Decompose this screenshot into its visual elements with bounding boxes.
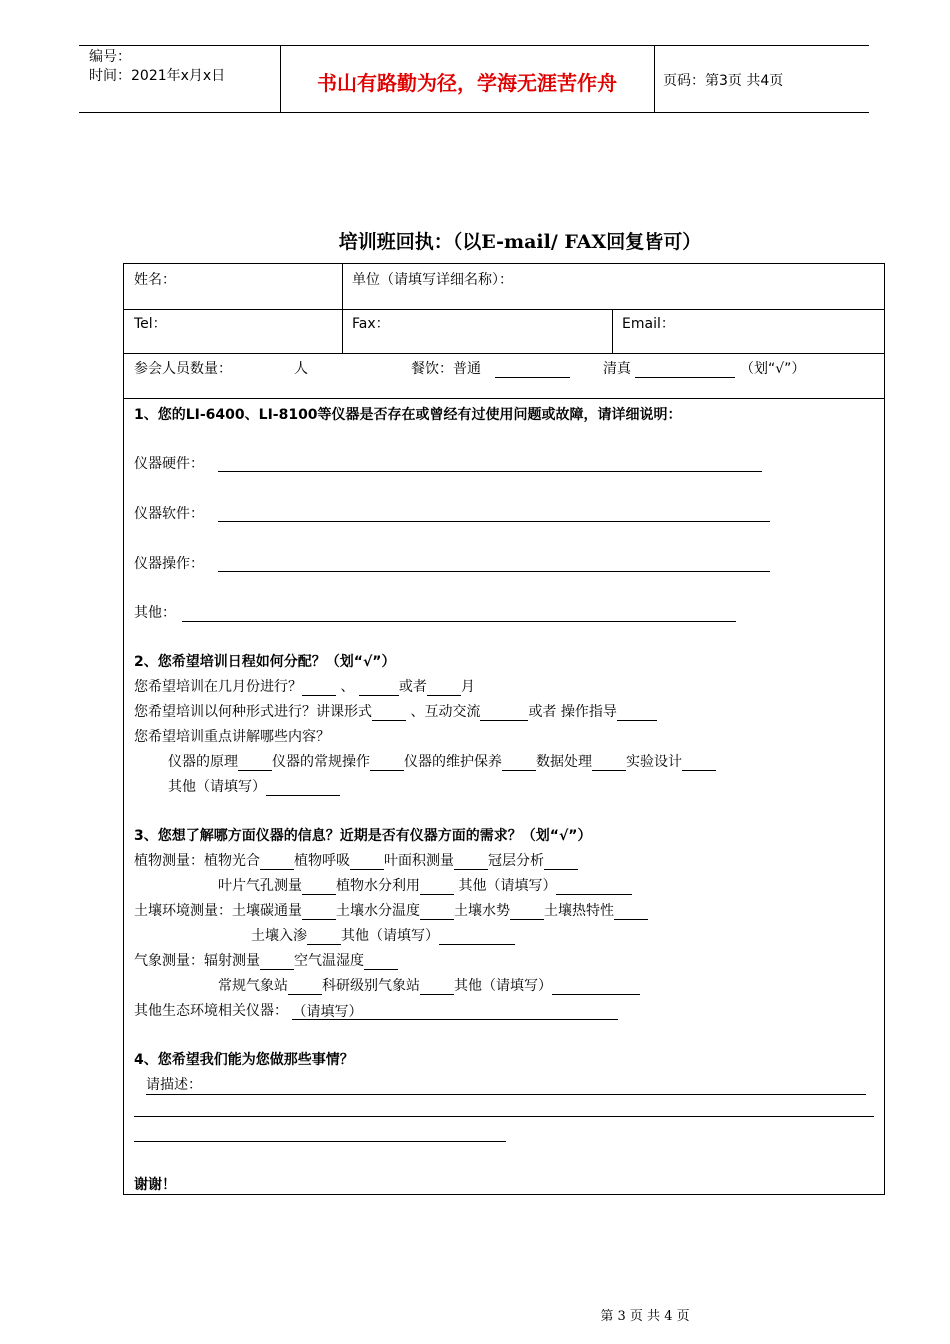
q1-operation-label: 仪器操作： — [134, 556, 204, 572]
tel-field[interactable]: Tel： — [134, 316, 167, 332]
q3-option: 植物光合 — [204, 853, 260, 869]
q2-form-blank-1[interactable] — [372, 706, 406, 721]
q4-describe-label: 请描述： — [146, 1077, 202, 1093]
q2-topic: 仪器的原理 — [168, 754, 238, 770]
q3-option-blank[interactable] — [302, 905, 336, 920]
q1-hardware-blank[interactable] — [218, 471, 762, 472]
q4-describe-blank-2[interactable] — [134, 1116, 874, 1117]
row-divider — [124, 353, 884, 354]
reply-form — [123, 263, 885, 1195]
name-field[interactable]: 姓名： — [134, 272, 176, 288]
q2-month-sep1: 、 — [340, 679, 355, 695]
q3-other-fill: 其他（请填写） — [454, 978, 552, 994]
q3-eco-line — [134, 1002, 618, 1020]
unit-field[interactable]: 单位（请填写详细名称）： — [352, 272, 513, 288]
header-bottom-rule — [79, 112, 869, 113]
q3-eco-fill: （请填写） — [292, 1004, 363, 1020]
q2-topic: 仪器的维护保养 — [404, 754, 502, 770]
header-page-info: 页码：第3页 共4页 — [663, 73, 784, 89]
q3-eco-label: 其他生态环境相关仪器： — [134, 1003, 288, 1019]
q2-form-opt2: 、互动交流 — [410, 704, 481, 720]
q3-option: 土壤碳通量 — [232, 903, 302, 919]
q3-option-blank[interactable] — [420, 880, 454, 895]
q2-month-prefix: 您希望培训在几月份进行？ — [134, 679, 302, 695]
q3-option-blank[interactable] — [288, 980, 322, 995]
col-divider — [612, 309, 613, 354]
q2-topic-blank[interactable] — [238, 756, 272, 771]
q2-topic-blank[interactable] — [682, 756, 716, 771]
q2-topic: 数据处理 — [536, 754, 592, 770]
q2-form-blank-2[interactable] — [480, 706, 528, 721]
q4-title: 4、您希望我们能为您做那些事情？ — [134, 1052, 354, 1068]
meal-regular: 餐饮：普通 — [411, 361, 481, 377]
q3-other-blank[interactable] — [556, 880, 632, 895]
email-field[interactable]: Email： — [622, 316, 675, 332]
q3-option: 植物呼吸 — [294, 853, 350, 869]
q3-option: 叶片气孔测量 — [218, 878, 302, 894]
header-top-rule — [79, 45, 869, 46]
q3-option: 空气温湿度 — [294, 953, 364, 969]
row-divider — [124, 309, 884, 310]
q3-plant-label: 植物测量： — [134, 853, 204, 869]
q3-weather-line2 — [218, 977, 640, 995]
q3-title: 3、您想了解哪方面仪器的信息？近期是否有仪器方面的需求？（划“√”） — [134, 828, 592, 844]
q3-option: 科研级别气象站 — [322, 978, 420, 994]
attendees-label: 参会人员数量： — [134, 361, 232, 377]
q2-month-blank-2[interactable] — [359, 681, 399, 696]
q4-describe-blank-3[interactable] — [134, 1141, 506, 1142]
meal-mark-hint: （划“√”） — [740, 361, 806, 377]
q3-option-blank[interactable] — [510, 905, 544, 920]
q3-soil-label: 土壤环境测量： — [134, 903, 232, 919]
q3-other-blank[interactable] — [439, 930, 515, 945]
q2-topic-blank[interactable] — [370, 756, 404, 771]
q2-month-blank-3[interactable] — [427, 681, 461, 696]
q1-operation-blank[interactable] — [218, 571, 770, 572]
q3-option-blank[interactable] — [350, 855, 384, 870]
q3-option: 冠层分析 — [488, 853, 544, 869]
q2-focus: 您希望培训重点讲解哪些内容？ — [134, 729, 330, 745]
q3-soil-line1 — [134, 902, 648, 920]
meal-halal-blank[interactable] — [635, 377, 735, 378]
code-label: 编号： — [89, 49, 131, 65]
q2-topic: 实验设计 — [626, 754, 682, 770]
meal-regular-blank[interactable] — [495, 377, 570, 378]
q2-form-prefix: 您希望培训以何种形式进行？讲课形式 — [134, 704, 372, 720]
q3-other-fill: 其他（请填写） — [341, 928, 439, 944]
q2-form-opt3: 或者 操作指导 — [528, 704, 617, 720]
q2-title: 2、您希望培训日程如何分配？（划“√”） — [134, 654, 396, 670]
q1-hardware-label: 仪器硬件： — [134, 456, 204, 472]
q3-option-blank[interactable] — [420, 905, 454, 920]
q3-plant-line2 — [218, 877, 632, 895]
q3-option-blank[interactable] — [302, 880, 336, 895]
q3-plant-line1 — [134, 852, 578, 870]
q1-title: 1、您的LI-6400、LI-8100等仪器是否存在或曾经有过使用问题或故障，请详细说明： — [134, 407, 682, 423]
q3-option-blank[interactable] — [454, 855, 488, 870]
q1-other-label: 其他： — [134, 605, 176, 621]
q3-option: 土壤水势 — [454, 903, 510, 919]
q3-option: 土壤入渗 — [251, 928, 307, 944]
q3-option-blank[interactable] — [307, 930, 341, 945]
q3-other-fill: 其他（请填写） — [458, 878, 557, 894]
meal-halal: 清真 — [603, 361, 631, 377]
q3-other-blank[interactable] — [552, 980, 640, 995]
q3-option-blank[interactable] — [420, 980, 454, 995]
q3-option-blank[interactable] — [364, 955, 398, 970]
q2-topic-blank[interactable] — [592, 756, 626, 771]
q1-other-blank[interactable] — [182, 621, 736, 622]
q3-option-blank[interactable] — [260, 955, 294, 970]
q3-option-blank[interactable] — [544, 855, 578, 870]
header-meta — [89, 48, 225, 86]
q3-eco-blank[interactable] — [292, 1003, 618, 1020]
q1-software-blank[interactable] — [218, 521, 770, 522]
q1-software-label: 仪器软件： — [134, 506, 204, 522]
q3-option: 土壤水分温度 — [336, 903, 420, 919]
row-divider — [124, 398, 884, 399]
header-divider-2 — [654, 45, 655, 113]
q3-soil-line2 — [251, 927, 515, 945]
q2-month-sep2: 或者 — [398, 679, 427, 695]
col-divider — [342, 264, 343, 354]
q2-other-blank[interactable] — [266, 781, 340, 796]
q3-option: 土壤热特性 — [544, 903, 614, 919]
q3-option-blank[interactable] — [614, 905, 648, 920]
q3-option-blank[interactable] — [260, 855, 294, 870]
thanks-text: 谢谢！ — [134, 1177, 176, 1193]
q2-month-suffix: 月 — [460, 679, 475, 695]
q2-form-blank-3[interactable] — [617, 706, 657, 721]
person-unit: 人 — [294, 361, 308, 377]
header-slogan: 书山有路勤为径，学海无涯苦作舟 — [317, 71, 617, 95]
q2-form-line — [134, 703, 657, 721]
q3-weather-label: 气象测量： — [134, 953, 204, 969]
q2-month-line — [134, 678, 475, 696]
q3-option: 植物水分利用 — [336, 878, 420, 894]
date-label: 时间：2021年x月x日 — [89, 68, 226, 84]
q3-option: 辐射测量 — [204, 953, 260, 969]
q2-topic: 仪器的常规操作 — [272, 754, 370, 770]
q4-describe-blank-1[interactable] — [146, 1094, 866, 1095]
form-title: 培训班回执：（以E-mail/ FAX回复皆可） — [338, 231, 702, 253]
fax-field[interactable]: Fax： — [352, 316, 390, 332]
q2-other-label: 其他（请填写） — [168, 779, 266, 795]
q2-other-line — [168, 778, 340, 796]
page-footer: 第 3 页 共 4 页 — [600, 1309, 690, 1324]
q3-option: 常规气象站 — [218, 978, 288, 994]
q2-topics-line — [168, 753, 716, 771]
q2-topic-blank[interactable] — [502, 756, 536, 771]
q3-weather-line1 — [134, 952, 398, 970]
q3-option: 叶面积测量 — [384, 853, 454, 869]
q2-month-blank-1[interactable] — [302, 681, 336, 696]
